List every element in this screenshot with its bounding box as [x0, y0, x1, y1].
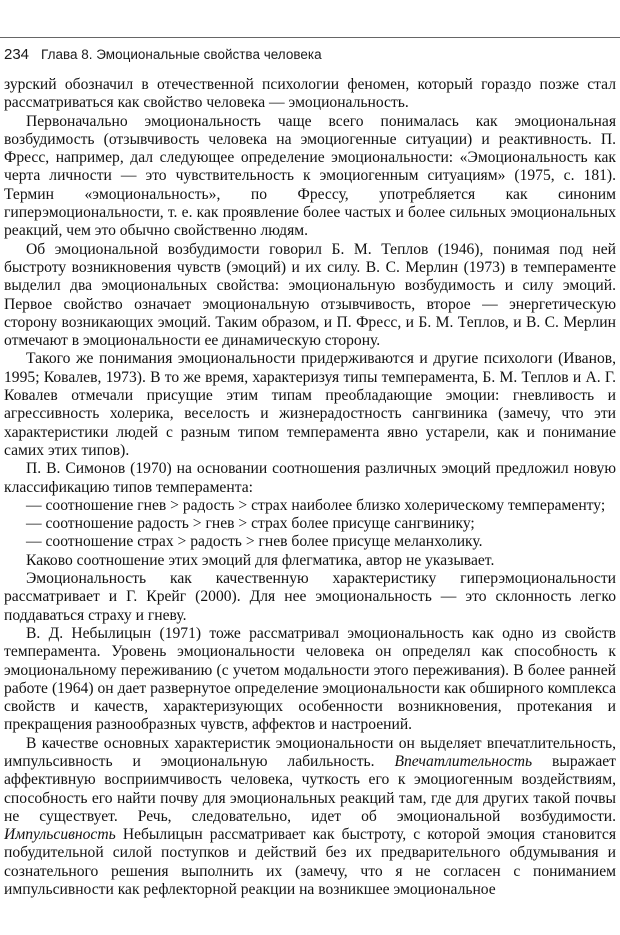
list-item: — соотношение радость > гнев > страх более присуще сангвинику; [26, 515, 475, 533]
paragraph: В. Д. Небылицын (1971) тоже рассматривал эмоциональность как одно из свойств темперамента. Уровень эмоциональности человека он определял как способность к эмоциональному переживанию (с учетом модальности этого переживания). В более ранней работе (1964) он дает развернутое определение эмоциональности как обширного комплекса свойств и качеств, характеризующих особенности возникновения, протекания и прекращения разнообразных чувств, аффектов и настроений. [4, 624, 616, 734]
body-text [4, 76, 616, 899]
term-italic: Впечатлительность [394, 752, 533, 770]
top-rule [0, 37, 620, 38]
running-title: Глава 8. Эмоциональные свойства человека [41, 47, 322, 62]
paragraph: Об эмоциональной возбудимости говорил Б. М. Теплов (1946), понимая под ней быстроту возникновения чувств (эмоций) и их силу. В. С. Мерлин (1973) в темпераменте выделил два эмоциональных свойства: эмоциональную возбудимость и силу эмоций. Первое свойство означает эмоциональную отзывчивость, второе — энергетическую сторону возникающих эмоций. Таким образом, и П. Фресс, и Б. М. Теплов, и В. С. Мерлин отмечают в эмоциональности ее динамическую сторону. [4, 240, 616, 350]
text-run: Небылицын рассматривает как быстроту, с которой эмоция становится побудительной силой поступков и действий без их предварительного обдумывания и сознательного решения выполнить их (замечу, что я не согласен с пониманием импульсивности как рефлекторной реакции на возникшее эмоциональное [4, 826, 616, 899]
paragraph: П. В. Симонов (1970) на основании соотношения различных эмоций предложил новую классификацию типов темперамента: [4, 460, 616, 496]
text-run: В качестве основных характеристик эмоциональности он выделяет впечатлительность, импульсивность и эмоциональную лабильность. [4, 734, 616, 770]
page-number: 234 [4, 46, 30, 63]
term-italic: Импульсивность [4, 826, 116, 844]
paragraph: Эмоциональность как качественную характеристику гиперэмоциональности рассматривает и Г. Крейг (2000). Для нее эмоциональность — это склонность легко поддаваться страху и гневу. [4, 570, 616, 624]
paragraph-last [4, 735, 616, 900]
paragraph: Такого же понимания эмоциональности придерживаются и другие психологи (Иванов, 1995; Ковалев, 1973). В то же время, характеризуя типы темперамента, Б. М. Теплов и А. Г. Ковалев отмечали присущие этим типам преобладающие эмоции: гневливость и агрессивность холерика, веселость и жизнерадостность сангвиника (замечу, что эти характеристики людей с разным типом темперамента явно устарели, как и понимание самих этих типов). [4, 350, 616, 459]
text-run: выражает аффективную восприимчивость человека, чуткость его к эмоциогенным воздействиям, способность его найти почву для эмоциональных реакций там, где для других такой почвы не существует. Речь, следовательно, идет об эмоциональной возбудимости. [4, 752, 616, 825]
list-item: — соотношение страх > радость > гнев более присуще меланхолику. [26, 533, 483, 551]
paragraph: Первоначально эмоциональность чаще всего понималась как эмоциональная возбудимость (отзывчивость человека на эмоциогенные ситуации) и реактивность. П. Фресс, например, дал следующее определение эмоциональности: «Эмоциональность как черта личности — это чувствительность к эмоциогенным ситуациям» (1975, с. 181). Термин «эмоциональность», по Фрессу, употребляется как синоним гиперэмоциональности, т. е. как проявление более частых и более сильных эмоциональных реакций, чем это обычно свойственно людям. [4, 112, 616, 240]
running-header [4, 46, 322, 66]
list-item: — соотношение гнев > радость > страх наиболее близко холерическому темпераменту; [26, 496, 606, 514]
paragraph: Каково соотношение этих эмоций для флегматика, автор не указывает. [26, 551, 495, 569]
paragraph-continuation: зурский обозначил в отечественной психологии феномен, который гораздо позже стал рассматриваться как свойство человека — эмоциональность. [4, 76, 616, 112]
